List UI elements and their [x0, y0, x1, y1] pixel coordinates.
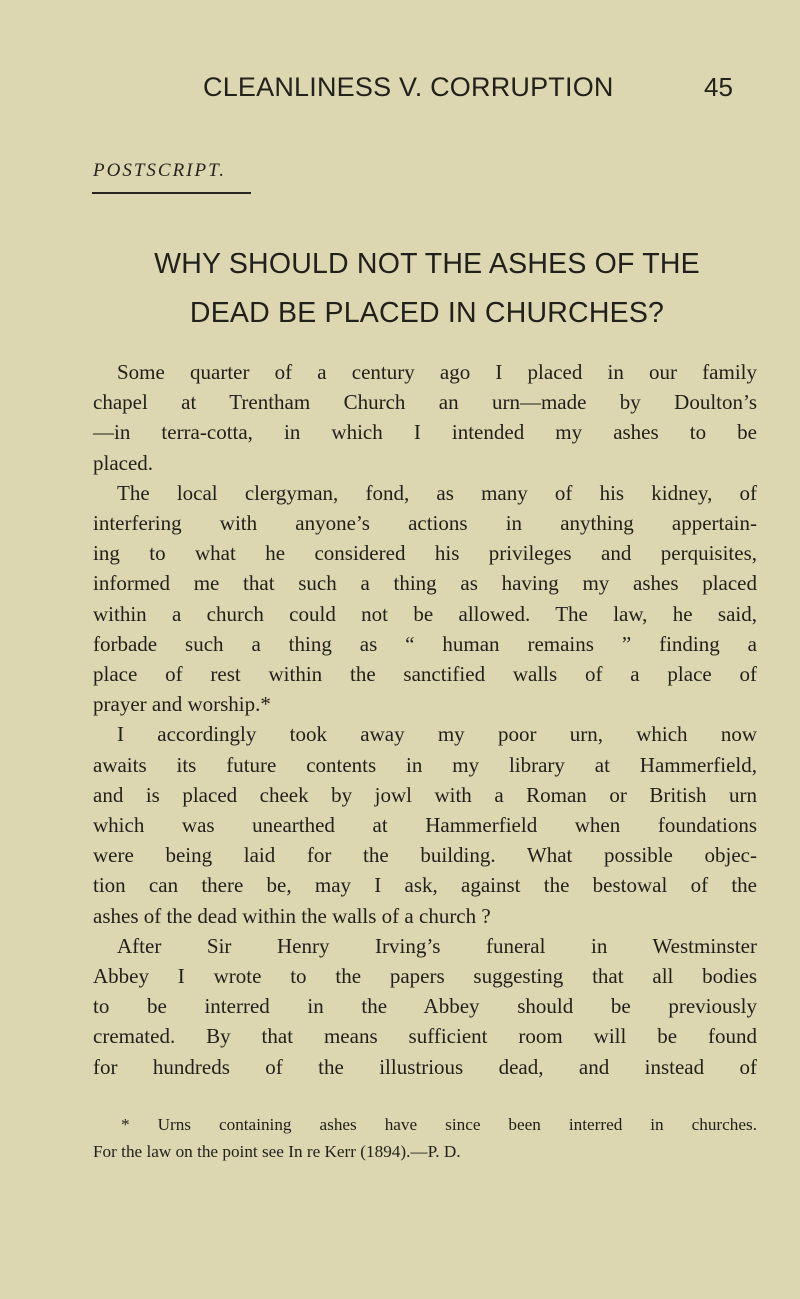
body-text	[93, 357, 757, 1082]
footnote	[93, 1111, 757, 1165]
body-line: were being laid for the building. What possible objec-	[93, 843, 757, 868]
body-line: chapel at Trentham Church an urn—made by Doulton’s	[93, 390, 757, 415]
body-line: within a church could not be allowed. The law, he said,	[93, 601, 757, 626]
body-line: cremated. By that means sufficient room will be found	[93, 1024, 757, 1049]
body-line: forbade such a thing as “ human remains ” finding a	[93, 631, 757, 656]
chapter-title-line: WHY SHOULD NOT THE ASHES OF THE	[154, 248, 700, 280]
body-line: interfering with anyone’s actions in anything appertain-	[93, 511, 757, 536]
body-line: place of rest within the sanctified walls of a place of	[93, 662, 757, 687]
body-line: —in terra-cotta, in which I intended my ashes to be	[93, 420, 757, 445]
body-line: prayer and worship.*	[93, 692, 271, 717]
body-line: which was unearthed at Hammerfield when foundations	[93, 813, 757, 838]
body-line: awaits its future contents in my library at Hammerfield,	[93, 752, 757, 777]
body-line: for hundreds of the illustrious dead, and instead of	[93, 1054, 757, 1079]
page-number: 45	[704, 72, 733, 102]
body-line: placed.	[93, 450, 154, 475]
chapter-title-line: DEAD BE PLACED IN CHURCHES?	[189, 297, 665, 329]
postscript-label: POSTSCRIPT.	[93, 160, 227, 181]
body-line: Some quarter of a century ago I placed in our family	[117, 360, 757, 384]
body-line: The local clergyman, fond, as many of his kidney, of	[117, 480, 757, 505]
running-head	[0, 72, 800, 112]
footnote-line: For the law on the point see In re Kerr (1894).—P. D.	[93, 1142, 461, 1161]
body-line: Abbey I wrote to the papers suggesting that all bodies	[93, 964, 757, 989]
body-line: ing to what he considered his privileges and perquisites,	[93, 541, 757, 566]
running-head-title: CLEANLINESS V. CORRUPTION	[203, 72, 614, 102]
body-line: to be interred in the Abbey should be previously	[93, 994, 757, 1019]
body-line: tion can there be, may I ask, against the bestowal of the	[93, 873, 757, 898]
body-line: ashes of the dead within the walls of a church ?	[93, 903, 491, 928]
footnote-line: * Urns containing ashes have since been interred in churches.	[121, 1115, 757, 1134]
body-line: I accordingly took away my poor urn, which now	[117, 722, 757, 747]
chapter-title	[60, 240, 794, 338]
body-line: After Sir Henry Irving’s funeral in Westminster	[117, 933, 757, 958]
postscript-underline	[92, 192, 251, 194]
body-line: informed me that such a thing as having my ashes placed	[93, 571, 757, 596]
body-line: and is placed cheek by jowl with a Roman or British urn	[93, 782, 757, 807]
